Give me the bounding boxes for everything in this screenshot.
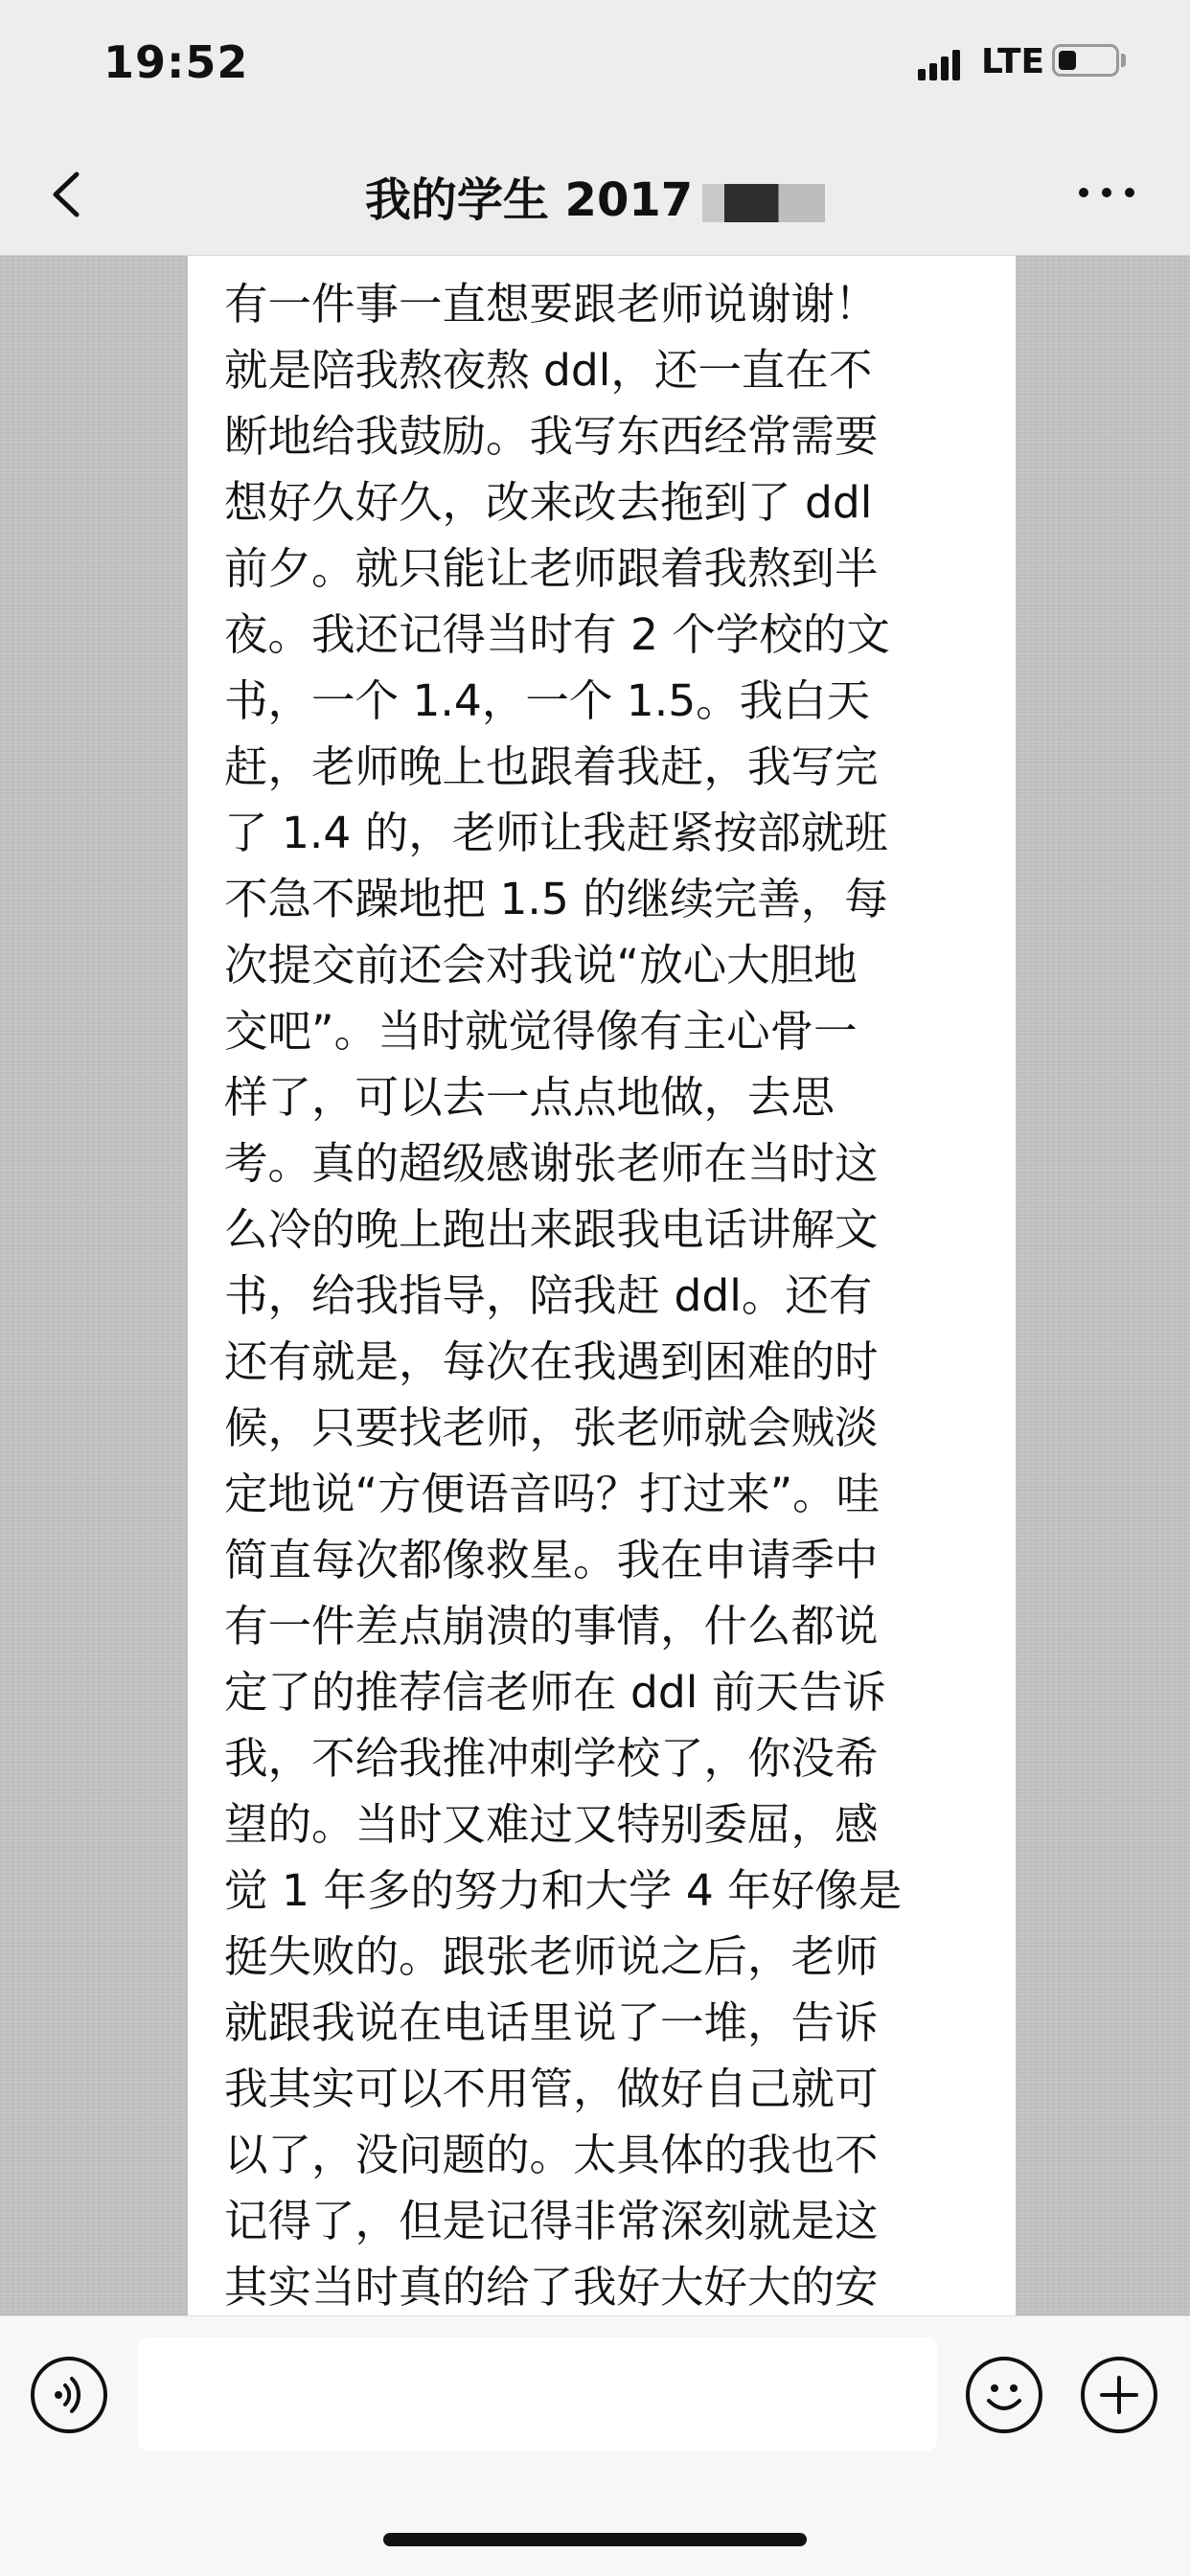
status-bar bbox=[0, 0, 1190, 134]
signal-icon bbox=[918, 50, 962, 80]
chat-area[interactable] bbox=[0, 256, 1190, 2315]
message-line: 以了，没问题的。太具体的我也不 bbox=[224, 2130, 879, 2180]
home-indicator bbox=[383, 2533, 807, 2546]
plus-icon bbox=[1085, 2360, 1154, 2429]
emoji-icon bbox=[970, 2360, 1039, 2429]
message-line: 其实当时真的给了我好大好大的安 bbox=[224, 2262, 879, 2313]
message-line: 了 1.4 的，老师让我赶紧按部就班 bbox=[224, 808, 888, 858]
redacted-block bbox=[702, 184, 825, 222]
message-line: 我其实可以不用管，做好自己就可 bbox=[224, 2063, 879, 2114]
message-line: 记得了，但是记得非常深刻就是这 bbox=[224, 2196, 879, 2246]
more-icon[interactable] bbox=[1079, 182, 1136, 201]
battery-tip bbox=[1121, 54, 1126, 67]
message-bubble bbox=[188, 256, 1016, 2315]
message-line: 有一件事一直想要跟老师说谢谢！ bbox=[224, 279, 879, 330]
message-line: 挺失败的。跟张老师说之后，老师 bbox=[224, 1931, 879, 1982]
message-line: 我，不给我推冲刺学校了，你没希 bbox=[224, 1733, 879, 1784]
battery-icon bbox=[1052, 44, 1119, 77]
message-line: 不急不躁地把 1.5 的继续完善，每 bbox=[224, 874, 888, 924]
message-line: 次提交前还会对我说“放心大胆地 bbox=[224, 940, 858, 991]
message-line: 想好久好久，改来改去拖到了 ddl bbox=[224, 477, 873, 528]
message-line: 赶，老师晚上也跟着我赶，我写完 bbox=[224, 741, 879, 792]
message-line: 书，给我指导，陪我赶 ddl。还有 bbox=[224, 1270, 873, 1321]
nav-bar bbox=[0, 134, 1190, 256]
message-line: 定了的推荐信老师在 ddl 前天告诉 bbox=[224, 1667, 886, 1718]
message-line: 觉 1 年多的努力和大学 4 年好像是 bbox=[224, 1865, 903, 1916]
message-input[interactable] bbox=[138, 2337, 937, 2451]
voice-icon bbox=[34, 2360, 103, 2429]
message-line: 夜。我还记得当时有 2 个学校的文 bbox=[224, 609, 890, 660]
status-time: 19:52 bbox=[103, 36, 249, 88]
message-line: 候，只要找老师，张老师就会贼淡 bbox=[224, 1402, 879, 1453]
message-line: 考。真的超级感谢张老师在当时这 bbox=[224, 1138, 879, 1189]
message-line: 书，一个 1.4，一个 1.5。我白天 bbox=[224, 675, 871, 726]
network-label: LTE bbox=[981, 42, 1045, 81]
plus-button[interactable] bbox=[1081, 2357, 1157, 2433]
message-line: 前夕。就只能让老师跟着我熬到半 bbox=[224, 543, 879, 594]
message-line: 有一件差点崩溃的事情，什么都说 bbox=[224, 1601, 879, 1652]
message-line: 交吧”。当时就觉得像有主心骨一 bbox=[224, 1006, 858, 1057]
message-line: 定地说“方便语音吗？打过来”。哇 bbox=[224, 1469, 881, 1519]
chat-title bbox=[0, 163, 1190, 229]
message-line: 样了，可以去一点点地做，去思 bbox=[224, 1072, 835, 1123]
emoji-button[interactable] bbox=[966, 2357, 1042, 2433]
message-line: 简直每次都像救星。我在申请季中 bbox=[224, 1535, 879, 1585]
message-line: 么冷的晚上跑出来跟我电话讲解文 bbox=[224, 1204, 879, 1255]
message-line: 就是陪我熬夜熬 ddl，还一直在不 bbox=[224, 345, 873, 396]
chat-title-text: 我的学生 2017 bbox=[364, 173, 694, 227]
message-line: 断地给我鼓励。我写东西经常需要 bbox=[224, 411, 879, 462]
voice-button[interactable] bbox=[31, 2357, 107, 2433]
message-line: 就跟我说在电话里说了一堆，告诉 bbox=[224, 1997, 879, 2048]
message-line: 望的。当时又难过又特别委屈，感 bbox=[224, 1799, 879, 1850]
message-line: 还有就是，每次在我遇到困难的时 bbox=[224, 1336, 879, 1387]
input-bar bbox=[0, 2315, 1190, 2576]
